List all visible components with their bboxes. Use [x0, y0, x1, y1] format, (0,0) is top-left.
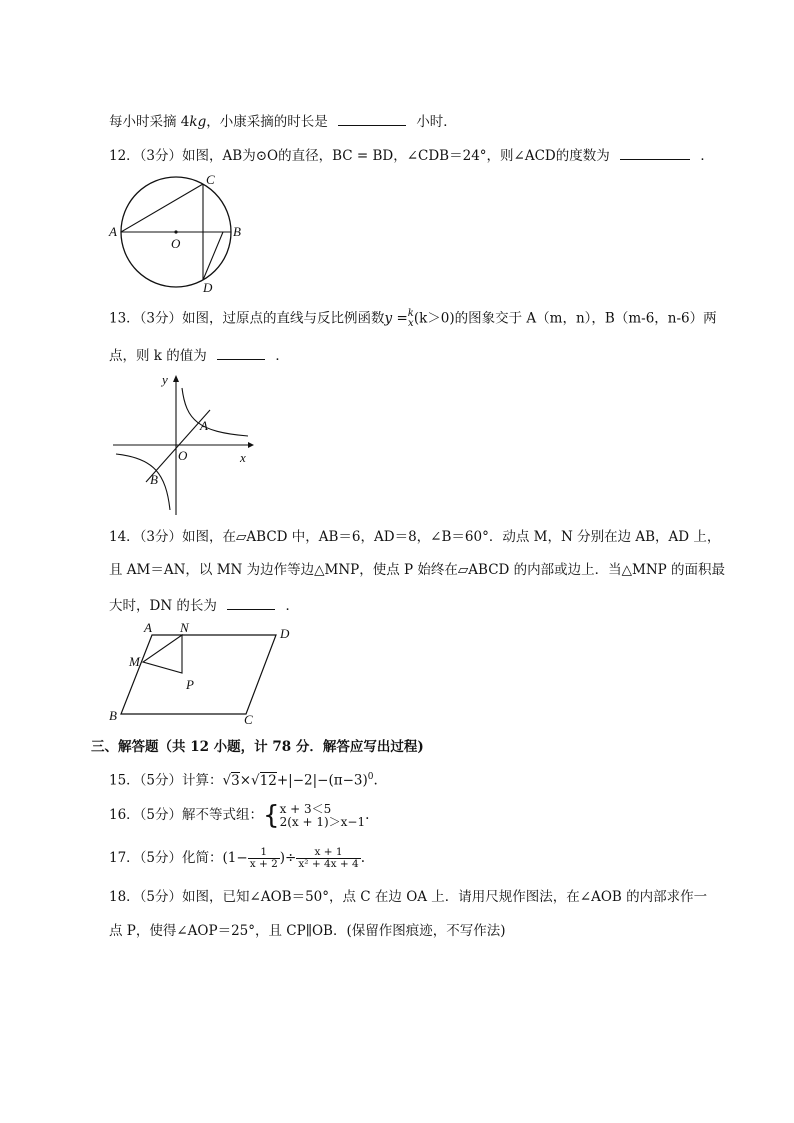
q17-fraction-2: [296, 847, 360, 870]
q18-question-line2: 点 P，使得∠AOP＝25°，且 CP∥OB．(保留作图痕迹，不写作法): [109, 923, 506, 939]
q16-question: [109, 802, 369, 829]
q11-text-b: ，小康采摘的时长是: [206, 114, 328, 130]
q14-label-a: A: [144, 620, 152, 635]
q15-end: .: [373, 772, 378, 789]
q13-end: ．: [275, 348, 289, 364]
q14-line3: 大时，DN 的长为: [109, 598, 217, 614]
q15-exponent: 0: [367, 772, 374, 782]
q18-question-line1: 18．（5分）如图，已知∠AOB＝50°，点 C 在边 OA 上．请用尺规作图法，在∠AOB 的内部求作一: [109, 889, 708, 905]
q13-func-num: k: [407, 308, 414, 319]
q13-label-o: O: [178, 448, 188, 463]
q15-sqrt-b: √12: [251, 772, 277, 789]
q15-prefix: 15．（5分）计算：: [109, 772, 223, 789]
q17-paren-open: (1−: [222, 850, 248, 866]
q13-curve-q3: [116, 454, 170, 510]
q11-answer-blank[interactable]: [338, 112, 406, 126]
q15-sqrt-a: √3: [222, 772, 240, 789]
q13-line2: 点，则 k 的值为: [109, 348, 207, 364]
q12-chord-ac: [121, 184, 203, 232]
q12-center-dot: [174, 230, 177, 233]
q17-fraction-1: [248, 847, 280, 870]
q14-triangle-mnp: [143, 635, 182, 673]
q14-question-line2: 且 AM＝AN，以 MN 为边作等边△MNP，使点 P 始终在▱ABCD 的内部或边上．当△MNP 的面积最: [109, 562, 726, 578]
q13-label-a: A: [200, 418, 208, 433]
q17-f2-den: x² + 4x + 4: [298, 858, 359, 870]
q17-div: )÷: [279, 850, 297, 866]
q15-question: [109, 768, 378, 790]
q15-sqrt-b-radicand: 12: [259, 772, 277, 789]
q14-end: ．: [285, 598, 300, 614]
q11-text-c: 小时．: [416, 114, 457, 130]
q13-label-x: x: [240, 450, 246, 465]
section3-heading: 三、解答题（共 12 小题，计 78 分．解答应写出过程): [91, 739, 424, 755]
q13-y-arrow: [173, 375, 179, 382]
q12-circle-figure: [105, 172, 250, 294]
q12-label-o: O: [171, 236, 181, 251]
q13-func-lhs: y =: [384, 310, 408, 327]
q14-label-p: P: [186, 677, 194, 692]
q16-system: [280, 803, 366, 829]
q17-end: .: [360, 850, 366, 866]
q14-parallelogram: [121, 635, 276, 714]
q14-parallelogram-figure: [106, 620, 302, 726]
q13-suffix: 的图象交于 A（m，n），B（m-6，n-6）两: [454, 310, 717, 327]
q14-question-line3: [109, 596, 299, 615]
q11-unit: kg: [189, 114, 207, 130]
q14-question-line1: 14．（3分）如图，在▱ABCD 中，AB＝6，AD＝8，∠B＝60°．动点 M，N 分别在边 AB，AD 上，: [109, 529, 721, 545]
q12-label-d: D: [203, 280, 213, 294]
q14-label-b: B: [109, 708, 117, 723]
q14-label-c: C: [244, 712, 253, 726]
q12-question: [109, 146, 714, 165]
q13-label-y: y: [162, 372, 168, 387]
q17-f2-num: x + 1: [296, 847, 360, 859]
q12-label-b: B: [233, 224, 241, 239]
q13-curve-q1: [182, 388, 248, 436]
q13-x-arrow: [248, 442, 254, 448]
q14-label-n: N: [180, 620, 189, 635]
q17-f1-den: x + 2: [249, 858, 278, 870]
q11-tail-line: [109, 112, 457, 131]
q16-end: .: [365, 807, 370, 823]
q17-prefix: 17．（5分）化简：: [109, 850, 223, 866]
q13-hyperbola-figure: [108, 370, 258, 518]
q17-question: [109, 843, 365, 873]
q14-label-m: M: [129, 654, 140, 669]
q12-label-c: C: [206, 172, 215, 187]
q13-answer-blank[interactable]: [217, 346, 265, 360]
q17-f1-num: 1: [248, 847, 280, 859]
q12-text: AB为⊙O的直径，BC = BD，∠CDB＝24°，则∠ACD的度数为: [222, 148, 610, 164]
q13-label-b: B: [150, 472, 158, 487]
q13-func-cond: (k＞0): [413, 310, 455, 327]
q14-answer-blank[interactable]: [227, 596, 275, 610]
q12-answer-blank[interactable]: [620, 146, 690, 160]
q14-label-d: D: [280, 626, 290, 641]
q16-prefix: 16．（5分）解不等式组：: [109, 807, 264, 823]
q15-sqrt-a-radicand: 3: [231, 772, 240, 789]
q16-ineq2: 2(x + 1)＞x−1: [279, 814, 366, 829]
q16-brace: {: [263, 800, 280, 831]
q16-ineq1: x + 3＜5: [279, 801, 332, 816]
q13-question-line2: [109, 346, 289, 365]
q12-prefix: 12．（3分）如图，: [109, 148, 223, 164]
q15-rest: +|−2|−(π−3): [276, 772, 368, 789]
q12-end: ．: [700, 148, 714, 164]
q13-func-den: x: [407, 318, 414, 329]
q11-text-a: 每小时采摘 4: [109, 114, 190, 130]
q15-times: ×: [239, 772, 252, 789]
q13-prefix: 13．（3分）如图，过原点的直线与反比例函数: [109, 310, 385, 327]
q12-label-a: A: [109, 224, 117, 239]
q13-question-line1: [109, 309, 717, 329]
